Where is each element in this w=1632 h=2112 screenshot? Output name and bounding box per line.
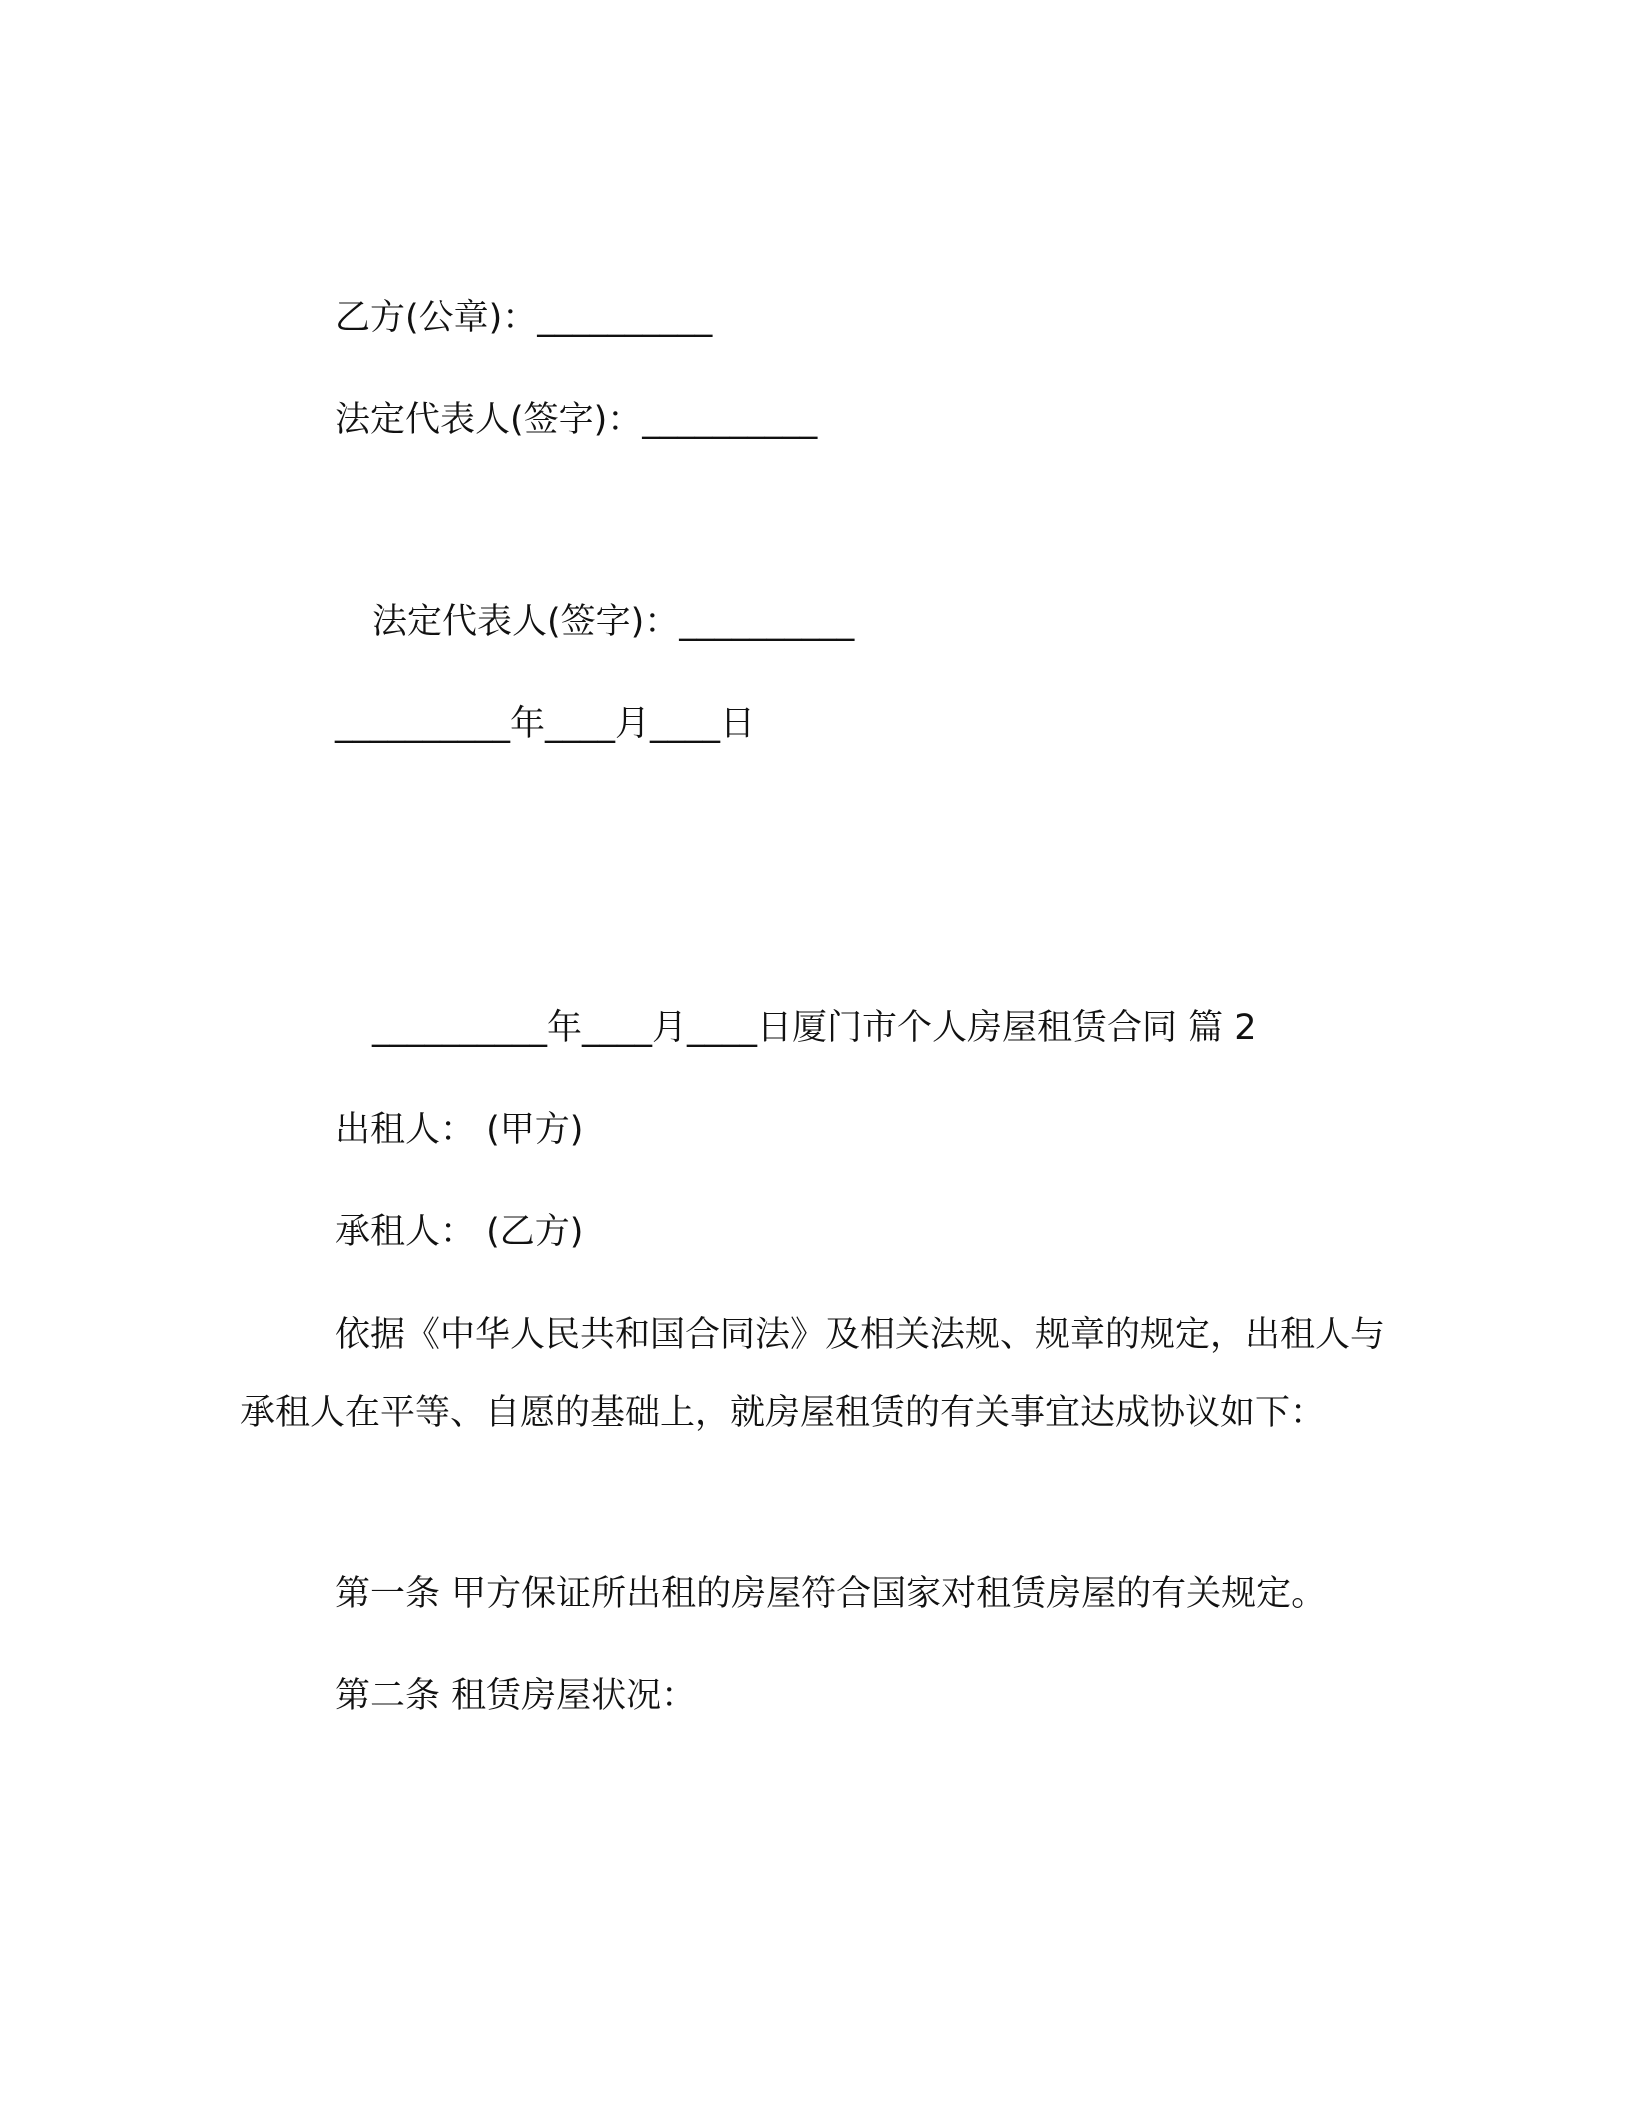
intro-paragraph: 依据《中华人民共和国合同法》及相关法规、规章的规定，出租人与承租人在平等、自愿的基础上，就房屋租赁的有关事宜达成协议如下： [240, 1315, 1386, 1433]
contract-title: __________年____月____日厦门市个人房屋租赁合同 篇 2 [372, 1008, 1257, 1048]
legal-representative-signature-line-1: 法定代表人(签字)：__________ [335, 400, 818, 440]
lessor-line: 出租人： (甲方) [335, 1110, 584, 1150]
signing-date-line: __________年____月____日 [335, 704, 756, 744]
article-2: 第二条 租赁房屋状况： [335, 1676, 697, 1716]
legal-representative-signature-line-2: 法定代表人(签字)：__________ [372, 602, 855, 642]
party-b-seal-line: 乙方(公章)：__________ [335, 298, 713, 338]
lessee-line: 承租人： (乙方) [335, 1212, 584, 1252]
article-1: 第一条 甲方保证所出租的房屋符合国家对租赁房屋的有关规定。 [335, 1574, 1327, 1614]
